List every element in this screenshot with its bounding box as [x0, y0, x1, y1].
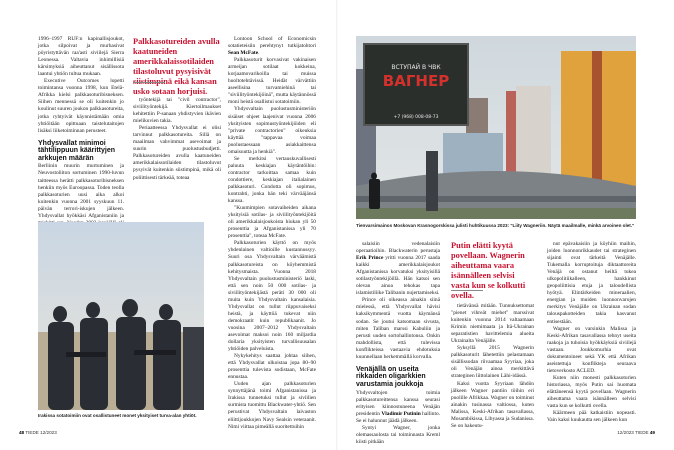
body-paragraph — [38, 36, 124, 78]
body-paragraph — [356, 390, 440, 425]
paragraph-text: . — [258, 50, 260, 57]
billboard-line1: ВСТУПАЙ В ЧВК — [391, 64, 441, 71]
body-paragraph — [547, 326, 636, 375]
body-paragraph — [228, 156, 316, 205]
right-column-3 — [547, 241, 636, 424]
body-paragraph — [133, 125, 221, 181]
page-gutter — [336, 0, 338, 450]
paragraph-text: Kuten niin monesti palkkasoturien historiassa, myös Putin sai huomata elättäneensä kyytä povellaan. Wagnerin aiheuttama vaara isännälleen selvisi vasta kun se kolkutti ovella. — [547, 374, 636, 410]
body-paragraph — [228, 381, 316, 430]
pullquote-divider — [133, 82, 165, 83]
wagner-billboard-photo — [356, 36, 636, 219]
paragraph-text: Uuden ajan palkkasoturien synnyttäjänä toimi Afganistanissa ja Irakissa tunnetuksi tullut ja siviilien surmista tuomittu Blackwater-yhtiö. Sen perustivat Yhdysvaltain laivaston eliittijoukkojen Navy Sealsin veteraanit. Nimi viittaa pimeällä suoritettuihin — [228, 381, 316, 430]
paragraph-text: Wagner on varsinkin Malissa ja Keski-Afrikan tasavallassa tehnyt useita raakoja ja tuhoisia hyökkäyksiä siviilejä vastaan. Joukkomurhia ovat dokumentoineet sekä YK että Afrikan aseistettuja konflikteja seuraava tietoverkosto ACLED. — [547, 325, 636, 374]
paragraph-text: tietävänsä mitään. Tunnuksettomat "pienet vihreät miehet" marssivat kuitenkin vuonna 2014 valtaamaan Krimin niemimaata ja Itä-Ukrainan separatistien havittelemia alueita Ukrainalta Venäjälle. — [451, 303, 534, 345]
right-photo-caption: Tienvarsimainos Moskovan Krasnogorskissa julisti huhtikuussa 2023: "Liity Wagneriin. Näytä maailmalle, minkä arvoinen olet." — [356, 223, 635, 228]
body-paragraph — [356, 425, 440, 446]
billboard-line2: ВАГНЕР — [382, 72, 450, 90]
paragraph-text: Palkkasoturien käyttö on myös yhdenlainen valtioille kustannussyy. Suuri osa Yhdysvaltain värväämistä palkkasotureista on köyhemmistä kehitysmaista. Vuonna 2018 Yhdysvaltain puolustusministeriö laski, että sen noin 50 000 sotilas- ja siviilityöntekijästä peräti 30 000 oli muita kuin Yhdysvaltain kansalaisia. Yhdysvallat on tullut riippuvaiseksi heistä, ja käyttöä tukevat niin demokraatit kuin republikaanit. Jo vuosina 2007–2012 Yhdysvaltain asevoimat maksoi noin 160 miljardia dollaria yksityisten turvallisuusalan yhtiöiden palveluista. — [228, 240, 316, 353]
issue-number: 12/2023 — [617, 430, 634, 435]
magazine-name: TIEDE — [25, 430, 39, 435]
soldiers-photo — [38, 222, 204, 410]
paragraph-text: Nykykehitys saattaa johtaa siihen, että Yhdysvallat ulkoistaa jopa 80–90 prosenttia tulevista sodistaan, McFate ennustaa. — [228, 353, 316, 381]
paragraph-text: nut epävakaisiin ja köyhiin maihin, joiden luonnonrikkaudet tai strateginen sijainti ovat tärkeitä Venäjälle. Tukemalla korruptoituja diktaattoreita Venäjä on ostanut heiltä tukea ulkopolitiikalleen, hankkinut geopoliittisia etuja ja taloudellista hyötyä. Elintärkeiden mineraalien, energian ja muiden luonnonvarojen merkitys Venäjälle on Ukrainan sodan talouspakotteiden takia kasvanut entisestään. — [547, 241, 636, 325]
paragraph-text: Kaksi vuotta Syyriaan lähdön jälkeen Wagner pantiin töihin eri puolille Afrikkaa. Wagner on toiminut ainakin tusinassa valtiossa, kuten Malissa, Keski-Afrikan tasavallassa, Mosambikissa, Libyassa ja Sudanissa. Se on hakeutu- — [451, 380, 534, 429]
paragraph-text: Periaatteessa Yhdysvallat ei olisi tarvinnut palkkasotureita. Sillä on maailman vahvimmat asevoimat ja suurin puolustusbudjetti. Palkkasotureiden avulla kaatuneiden amerikkalaissotilaiden tilastoluvut pysyivät kuitenkin siistimpinä, mikä oli poliittisesti tärkeää, toteaa — [133, 125, 221, 181]
paragraph-text: Syksyllä 2015 Wagnerin palkkasoturit lähetettiin pelastamaan sisällissodan riivaamaa Syyriaa, joka oli Venäjän ainoa merkittävä strateginen liittolainen Lähi-idässä. — [451, 345, 534, 380]
body-paragraph — [451, 345, 534, 380]
paragraph-text: Yhdysvaltojen toimia palkkasotureittensa kanssa seurasi erityisen kiinnostuneena Venäjän presidentin — [356, 389, 440, 417]
body-paragraph — [451, 381, 534, 430]
left-pullquote: Palkkasotureiden avulla kaatuneiden amerikkalaissotilaiden tilastoluvut pysyisivät siistimpinä eikä kansan usko sotaan horjuisi. — [133, 37, 220, 96]
paragraph-text: yritti vuonna 2017 saada kaikki amerikkalaisjoukot Afganistanissa korvatuksi yksityisillä sotilastyöntekijöillä. Hän katsoi sen olevan ainoa tehokas tapa islamistiliike Talibanin nujertamiseksi. — [356, 255, 440, 297]
paragraph-text: Yhdysvaltain puolustusministeriön sisäiset ohjeet laajenivat vuonna 2006 yksityisten sopimustyöntekijöiden eli "private contractorien" oikeuksia käyttää "tappavaa voimaa puolustaessaan asiakkaittensa omaisuutta ja henkiä". — [228, 106, 316, 155]
issue-number: 12/2023 — [40, 430, 57, 435]
right-column-2 — [451, 303, 534, 429]
person-name: Vladimir Putinin — [381, 410, 421, 417]
right-pullquote: Putin elätti kyytä povellaan. Wagnerin aiheuttama vaara isännälleen selvisi vasta kun se kolkutti ovella. — [451, 241, 526, 300]
page-number: 48 — [19, 430, 25, 435]
person-name: Sean McFate — [228, 50, 259, 57]
body-paragraph — [547, 375, 636, 410]
right-folio — [617, 430, 655, 435]
body-paragraph — [228, 57, 316, 106]
left-photo-caption: Irakissa sotatoimiin ovat osallistuneet monet yksityiset turva-alan yhtiöt. — [38, 413, 197, 418]
body-paragraph — [451, 303, 534, 345]
paragraph-text: Berliinin muurin murtuminen ja Neuvostoliiton sortuminen 1990-luvun taitteessa herätti palkkasoturibisneksen henkiin myös Euroopassa. Toden teolla palkkasoturien uusi aika alkoi kuitenkin vuonna 2001 syyskuun 11. päivän terrori-iskujen jälkeen. Yhdysvallat hyökkäsi Afganistaniin ja — [38, 163, 124, 219]
body-paragraph — [228, 353, 316, 381]
paragraph-text: Käärmeen pää katkaistiin nopeasti. Vain kaksi kuukautta sen jälkeen kun — [547, 410, 636, 424]
left-column-1 — [38, 36, 124, 218]
body-paragraph — [356, 241, 440, 297]
paragraph-text: 1996–1997 RUF:n kapinallisjoukot, jotka silpoivat ja murhasivat pöyristyttävän raa'asti siviilejä Sierra Leonessa. Valtavia inhimillisiä kärsimyksiä aiheuttanut sisällissota laantui yhtiön tultua mukaan. — [38, 36, 124, 78]
pullquote-divider — [451, 290, 483, 291]
paragraph-text: Palkkasoturit korvasivat vakinaisen armeijan sotilaat kokkeina, korjaamovarikoilla tai muissa huoltotehtävissä. Heidät värvättiin aseellisina turvamiehinä tai "siviilityöntekijöinä", mutta käytännössä moni heistä osallistui sotatoimiin. — [228, 57, 316, 106]
body-paragraph — [38, 78, 124, 134]
paragraph-text: salaisiin vedenalaisiin operaatioihin. Blackwaterin perustaja — [356, 241, 440, 255]
magazine-name: TIEDE — [635, 430, 649, 435]
paragraph-text: Prince oli oikeassa ainakin siinä mielessä, että Yhdysvallat hävisi kaksikymmentä vuotta käymänsä sodan. Se joutui katsomaan sivusta, miten Taliban marssi Kabuliin ja perusti uuden sortohallintonsa. Onkin mahdollista, että tulevissa konflikteissa vastaavia ehdotuksia kuunnellaan herkemmällä korvalla. — [356, 297, 440, 360]
paragraph-text: Lontoon School of Economicsin sotatieteisiin perehtynyt tutkijatohtori — [228, 36, 316, 50]
billboard-phone: +7 (968) 008-08-73 — [393, 115, 439, 120]
left-column-3 — [228, 36, 316, 430]
body-paragraph — [133, 97, 221, 125]
body-paragraph — [547, 410, 636, 424]
paragraph-text: hallinto. Se ei halunnut jäädä jälkeen. — [356, 410, 440, 424]
right-column-1 — [356, 241, 440, 445]
person-name: Erik Prince — [356, 255, 384, 262]
paragraph-text: Executive Outcomes lopetti toimintansa vuonna 1998, kun Etelä-Afrikka kielsi palkkasoturibisneksen. Siihen mennessä se oli kuitenkin jo koulinut suuren joukon palkkasotureita, jotka ryhtyivät käynnistämään omia yhtiöitään opittuaan taistelutaitojen lisäksi liiketoiminnan perusteet. — [38, 78, 124, 134]
left-folio — [19, 430, 57, 435]
paragraph-text: "Kuumimpien sotavaiheiden aikana yksityisiä sotilas- ja siviilityöntekijöitä oli amerikkalaisjoukoista hiukan yli 50 prosenttia ja Afganistanissa yli 70 prosenttia", toteaa McFate. — [228, 205, 316, 240]
body-paragraph — [547, 241, 636, 326]
body-paragraph — [356, 297, 440, 360]
body-paragraph — [228, 205, 316, 240]
page-number: 49 — [649, 430, 655, 435]
paragraph-text: Se merkitsi vertauskuvallisesti paluuta keskiajan käytäntöihin: contractor tarkoittaa samaa kuin condottiere, keskiajan italialainen palkkasoturi. Condotta oli sopimus, kontrahti, jonka hän teki värvääjänsä kanssa. — [228, 155, 316, 205]
paragraph-text: työntekijä tai "civil contractor", siviilityöntekijä. Kiertoilmaukset kehitettiin P-sanaan yhdistyvien ikävien mielikuvien takia. — [133, 97, 221, 125]
body-paragraph — [228, 240, 316, 353]
section-heading: Yhdysvallat minimoi tähtilippuun käärittyjen arkkujen määrän — [38, 139, 116, 162]
paragraph-text: Syntyi Wagner, jonka olemassaolosta tai toiminnasta Kreml kiisti pitkään — [356, 424, 440, 445]
body-paragraph — [228, 36, 316, 57]
section-heading: Venäjällä on useita rikkaiden oligarkkien varustamia joukkoja — [356, 365, 426, 388]
body-paragraph — [228, 106, 316, 155]
left-column-2 — [133, 97, 221, 217]
